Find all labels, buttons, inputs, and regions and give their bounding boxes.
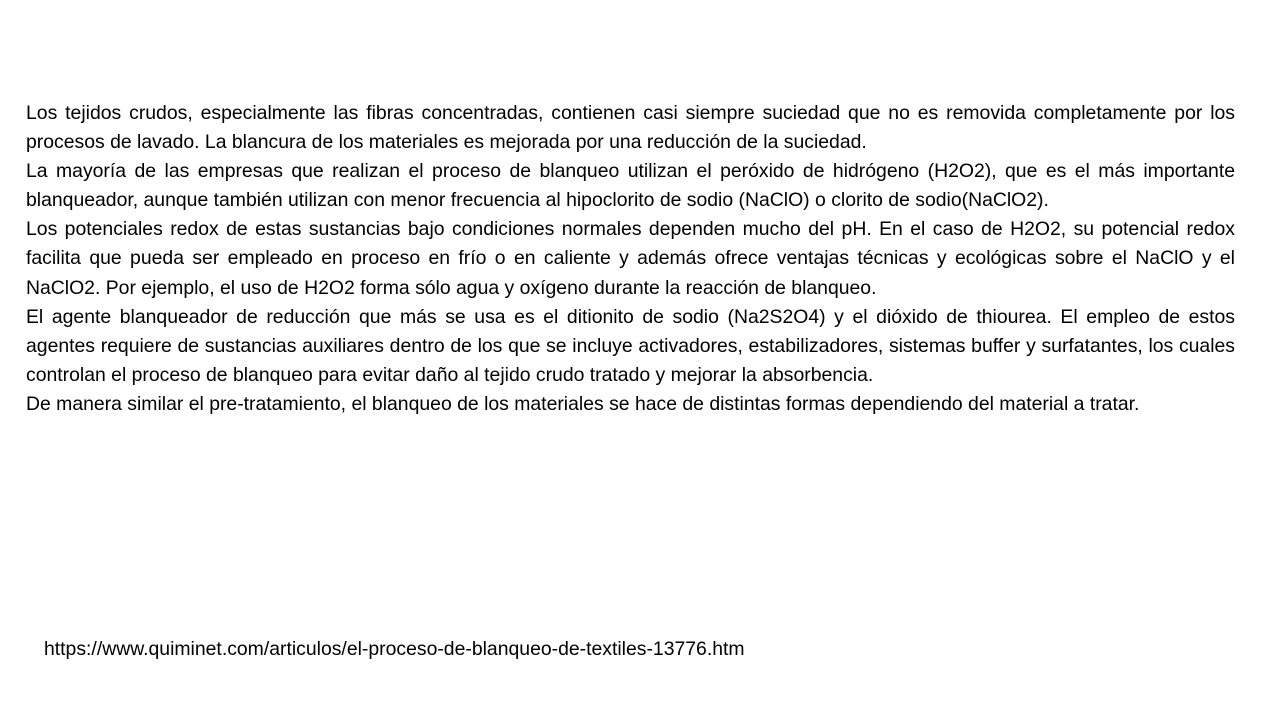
- source-url: https://www.quiminet.com/articulos/el-proceso-de-blanqueo-de-textiles-13776.htm: [44, 638, 745, 660]
- paragraph-pretreatment: De manera similar el pre-tratamiento, el blanqueo de los materiales se hace de distintas formas dependiendo del material a tratar.: [26, 392, 1140, 415]
- paragraph-bleaching-agents: La mayoría de las empresas que realizan el proceso de blanqueo utilizan el peróxido de hidrógeno (H2O2), que es el más importante blanqueador, aunque también utilizan con menor frecuencia al hipoclorito de sodio (NaClO) o clorito de sodio(NaClO2).: [26, 160, 1235, 212]
- paragraph-reduction-agents: El agente blanqueador de reducción que más se usa es el ditionito de sodio (Na2S2O4) y el dióxido de thiourea. El empleo de estos agentes requiere de sustancias auxiliares dentro de los que se incluye activadores, estabilizadores, sistemas buffer y surfatantes, los cuales controlan el proceso de blanqueo para evitar daño al tejido crudo tratado y mejorar la absorbencia.: [26, 305, 1235, 386]
- body-text-block: [26, 99, 1235, 419]
- paragraph-raw-fabrics: Los tejidos crudos, especialmente las fibras concentradas, contienen casi siempre suciedad que no es removida completamente por los procesos de lavado. La blancura de los materiales es mejorada por una reducción de la suciedad.: [26, 102, 1235, 154]
- paragraph-redox-potentials: Los potenciales redox de estas sustancias bajo condiciones normales dependen mucho del pH. En el caso de H2O2, su potencial redox facilita que pueda ser empleado en proceso en frío o en caliente y además ofrece ventajas técnicas y ecológicas sobre el NaClO y el NaClO2. Por ejemplo, el uso de H2O2 forma sólo agua y oxígeno durante la reacción de blanqueo.: [26, 218, 1235, 299]
